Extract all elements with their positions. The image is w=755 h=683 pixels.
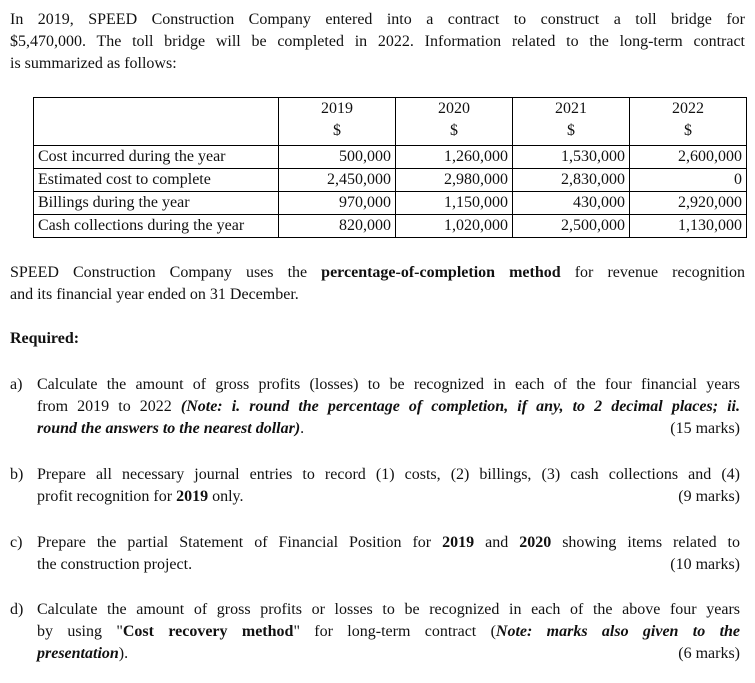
table-cell: 2,830,000 — [513, 169, 630, 192]
table-cell: 2,920,000 — [630, 192, 747, 215]
row-label: Billings during the year — [34, 192, 279, 215]
table-cell: 1,530,000 — [513, 146, 630, 169]
question-letter: a) — [10, 376, 23, 393]
required-heading: Required: — [10, 330, 80, 347]
intro-line: In 2019, SPEED Construction Company entered into a contract to construct a toll bridge for — [10, 11, 745, 28]
question-d — [10, 599, 740, 665]
table-row — [34, 192, 747, 215]
marks-label: (10 marks) — [670, 556, 740, 573]
text-run: only. — [208, 488, 244, 505]
year-label: 2022 — [672, 100, 704, 117]
text-run: by using " — [37, 623, 123, 640]
row-label: Cost incurred during the year — [34, 146, 279, 169]
bold-year: 2019 — [176, 488, 209, 505]
table-cell: 820,000 — [279, 215, 396, 238]
table-cell: 2,980,000 — [396, 169, 513, 192]
table-cell: 1,020,000 — [396, 215, 513, 238]
year-label: 2019 — [321, 100, 353, 117]
note-text: (Note: i. round the percentage of completion, if any, to 2 decimal places; ii. — [180, 398, 740, 415]
question-letter: b) — [10, 466, 24, 483]
text-run: SPEED Construction Company uses the — [10, 264, 322, 281]
note-text: Note: marks also given to the — [495, 623, 741, 640]
row-label: Cash collections during the year — [34, 215, 279, 238]
bold-year: 2020 — [519, 534, 552, 551]
currency-label: $ — [450, 122, 458, 139]
question-line — [37, 643, 740, 665]
intro-line: $5,470,000. The toll bridge will be completed in 2022. Information related to the long-term contract — [10, 33, 745, 50]
table-cell: 970,000 — [279, 192, 396, 215]
table-header-row — [34, 98, 747, 146]
question-line — [37, 532, 740, 554]
question-b — [10, 464, 740, 508]
method-line — [10, 262, 745, 284]
text-run: " for long-term contract ( — [293, 623, 496, 640]
row-label: Estimated cost to complete — [34, 169, 279, 192]
method-line: and its financial year ended on 31 December. — [10, 286, 299, 303]
question-line — [37, 554, 740, 576]
header-year-2019 — [279, 98, 396, 146]
table-cell: 2,500,000 — [513, 215, 630, 238]
year-label: 2020 — [438, 100, 470, 117]
currency-label: $ — [684, 122, 692, 139]
year-label: 2021 — [555, 100, 587, 117]
question-line — [37, 418, 740, 440]
currency-label: $ — [333, 122, 341, 139]
question-letter: d) — [10, 601, 24, 618]
question-line — [37, 396, 740, 418]
method-paragraph — [10, 262, 745, 306]
method-name: percentage-of-completion method — [321, 264, 561, 281]
header-year-2020 — [396, 98, 513, 146]
header-year-2021 — [513, 98, 630, 146]
table-row — [34, 215, 747, 238]
text-run: Prepare the partial Statement of Financial Position for — [37, 534, 443, 551]
table-cell: 430,000 — [513, 192, 630, 215]
question-line — [37, 486, 740, 508]
table-cell: 2,450,000 — [279, 169, 396, 192]
intro-line: is summarized as follows: — [10, 55, 177, 72]
note-text: round the answers to the nearest dollar) — [37, 420, 301, 437]
intro-paragraph — [10, 9, 745, 75]
table-cell: 500,000 — [279, 146, 396, 169]
text-run: . — [300, 420, 305, 437]
table-cell: 0 — [630, 169, 747, 192]
bold-year: 2019 — [442, 534, 475, 551]
contract-table — [33, 97, 747, 238]
question-line — [37, 621, 740, 643]
text-run: showing items related to — [551, 534, 740, 551]
header-blank-cell — [34, 98, 279, 146]
table-cell: 2,600,000 — [630, 146, 747, 169]
question-letter: c) — [10, 534, 23, 551]
marks-label: (15 marks) — [670, 420, 740, 437]
header-year-2022 — [630, 98, 747, 146]
note-text: presentation — [37, 645, 119, 662]
text-run: for revenue recognition — [560, 264, 746, 281]
marks-label: (9 marks) — [678, 488, 740, 505]
text-run: and — [474, 534, 520, 551]
method-name: Cost recovery method — [122, 623, 294, 640]
text-run: ). — [118, 645, 129, 662]
question-line: Prepare all necessary journal entries to record (1) costs, (2) billings, (3) cash collections and (4) — [37, 466, 740, 483]
question-c — [10, 532, 740, 576]
table-cell: 1,130,000 — [630, 215, 747, 238]
table-cell: 1,260,000 — [396, 146, 513, 169]
text-run: the construction project. — [37, 556, 193, 573]
question-line: Calculate the amount of gross profits or losses to be recognized in each of the above four years — [37, 601, 740, 618]
question-line: Calculate the amount of gross profits (losses) to be recognized in each of the four financial years — [37, 376, 740, 393]
text-run: profit recognition for — [37, 488, 177, 505]
marks-label: (6 marks) — [678, 645, 740, 662]
table-cell: 1,150,000 — [396, 192, 513, 215]
table-row — [34, 146, 747, 169]
table-row — [34, 169, 747, 192]
currency-label: $ — [567, 122, 575, 139]
question-a — [10, 374, 740, 440]
text-run: from 2019 to 2022 — [37, 398, 181, 415]
